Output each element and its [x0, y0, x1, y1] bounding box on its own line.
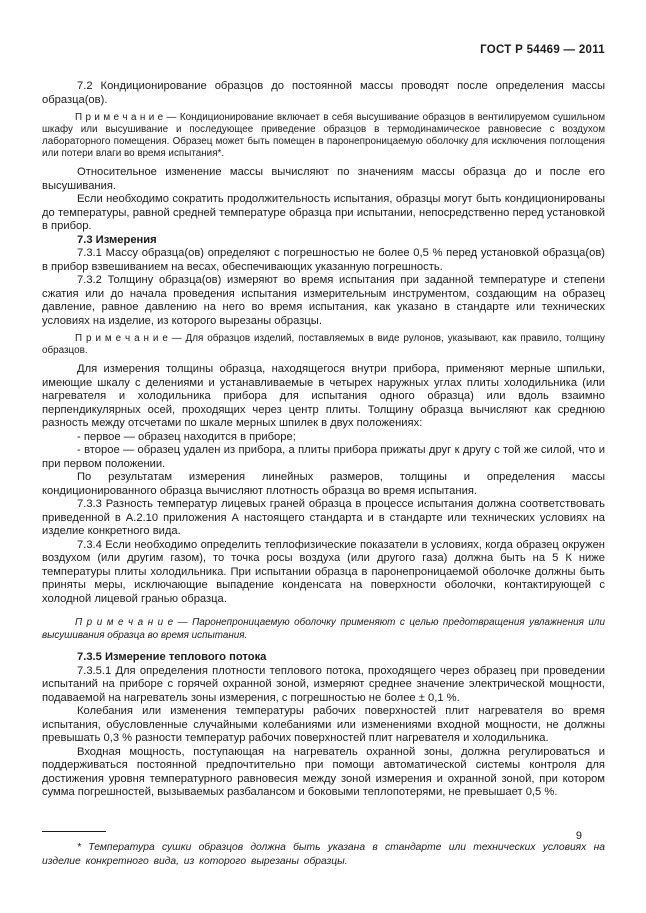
page-number: 9: [575, 830, 582, 842]
note-vapor-proof: П р и м е ч а н и е — Паронепроницаемую оболочку применяют с целью предотвращения увлажнения или высушивания образца во время испытания.: [42, 617, 605, 641]
para-7-3-1: 7.3.1 Массу образца(ов) определяют с погрешностью не более 0,5 % перед установкой образца(ов) в прибор взвешиванием на весах, обеспечивающих указанную погрешность.: [42, 247, 605, 273]
heading-7-3-5: 7.3.5 Измерение теплового потока: [77, 651, 267, 663]
note-conditioning: П р и м е ч а н и е — Кондиционирование включает в себя высушивание образцов в вентилируемом сушильном шкафу или высушивание и последующее приведение образцов в термодинамическое равновесие с воздухом лабораторного помещения. Образец может быть помещен в паронепроницаемую оболочку для исключения поглощения или потери влаги во время испытания*.: [42, 112, 605, 159]
para-7-3-4: 7.3.4 Если необходимо определить теплофизические показатели в условиях, когда образец окружен воздухом (или другим газом), то точка росы воздуха (или другого газа) должна быть на 5 К ниже температуры плиты холодильника. При испытании образца в паронепроницаемой оболочке должны быть приняты меры, исключающие выпадение конденсата на поверхности оболочки, контактирующей с холодной лицевой гранью образца.: [42, 538, 605, 605]
para-7-3-5-1: 7.3.5.1 Для определения плотности теплового потока, проходящего через образец при проведении испытаний на приборе с горячей охранной зоной, измеряют среднее значение электрической мощности, подаваемой на нагреватель зоны измерения, с погрешностью не более ± 0,1 %.: [42, 664, 605, 704]
para-density: По результатам измерения линейных размеров, толщины и определения массы кондиционированного образца вычисляют плотность образца во время испытания.: [42, 471, 605, 497]
list-item-second-position: - второе — образец удален из прибора, а плиты прибора прижаты друг к другу с той же силой, что и при первом положении.: [42, 444, 605, 470]
para-shorten-test: Если необходимо сократить продолжительность испытания, образцы могут быть кондиционированы до температуры, равной средней температуре образца при испытании, непосредственно перед установкой в прибор.: [42, 193, 605, 232]
page-content: [42, 44, 605, 869]
para-fluctuations: Колебания или изменения температуры рабочих поверхностей плит нагревателя во время испытания, обусловленные случайными колебаниями или изменениями входной мощности, не должны превышать 0,3 % разности температур рабочих поверхностей плит нагревателя и холодильника.: [42, 705, 605, 744]
footnote-rule: [42, 831, 106, 832]
heading-7-3: 7.3 Измерения: [77, 233, 157, 246]
para-mass-change: Относительное изменение массы вычисляют по значениям массы образца до и после его высушивания.: [42, 166, 605, 192]
list-item-first-position: - первое — образец находится в приборе;: [77, 430, 296, 443]
note-rolls: П р и м е ч а н и е — Для образцов изделий, поставляемых в виде рулонов, указывают, как правило, толщину образцов.: [42, 333, 605, 356]
para-input-power: Входная мощность, поступающая на нагреватель охранной зоны, должна регулироваться и поддерживаться постоянной предпочтительно при помощи автоматической системы контроля для достижения уровня температурного равновесия между зоной измерения и охранной зоной, при котором сумма погрешностей, вызываемых разбалансом и боковыми теплопотерями, не превышает 0,5 %.: [42, 745, 605, 798]
para-7-3-3: 7.3.3 Разность температур лицевых граней образца в процессе испытания должна соответствовать приведенной в А.2.10 приложения А настоящего стандарта и в стандарте или технических условиях на изделие конкретного вида.: [42, 498, 605, 537]
footnote-block: [42, 831, 605, 869]
para-thickness-measure: Для измерения толщины образца, находящегося внутри прибора, применяют мерные шпильки, имеющие шкалу с делениями и устанавливаемые в четырех наружных углах плиты холодильника (или нагревателя и холодильника прибора для испытания одного образца) или вдоль взаимно перпендикулярных осей, проходящих через центр плиты. Толщину образца вычисляют как среднюю разность между отсчетами по шкале мерных шпилек в двух положениях:: [42, 363, 605, 429]
footnote-text: * Температура сушки образцов должна быть указана в стандарте или технических условиях на изделие конкретного вида, из которого вырезаны образцы.: [42, 841, 605, 867]
para-7-2: 7.2 Кондиционирование образцов до постоянной массы проводят после определения массы образца(ов).: [42, 80, 605, 106]
para-7-3-2: 7.3.2 Толщину образца(ов) измеряют во время испытания при заданной температуре и степени сжатия или до начала проведения испытания измерительным инструментом, создающим на образец давление, равное давлению на него во время испытания, как указано в стандарте или технических условиях на изделие, из которого вырезаны образцы.: [42, 274, 605, 327]
doc-header: ГОСТ Р 54469 — 2011: [480, 44, 605, 56]
